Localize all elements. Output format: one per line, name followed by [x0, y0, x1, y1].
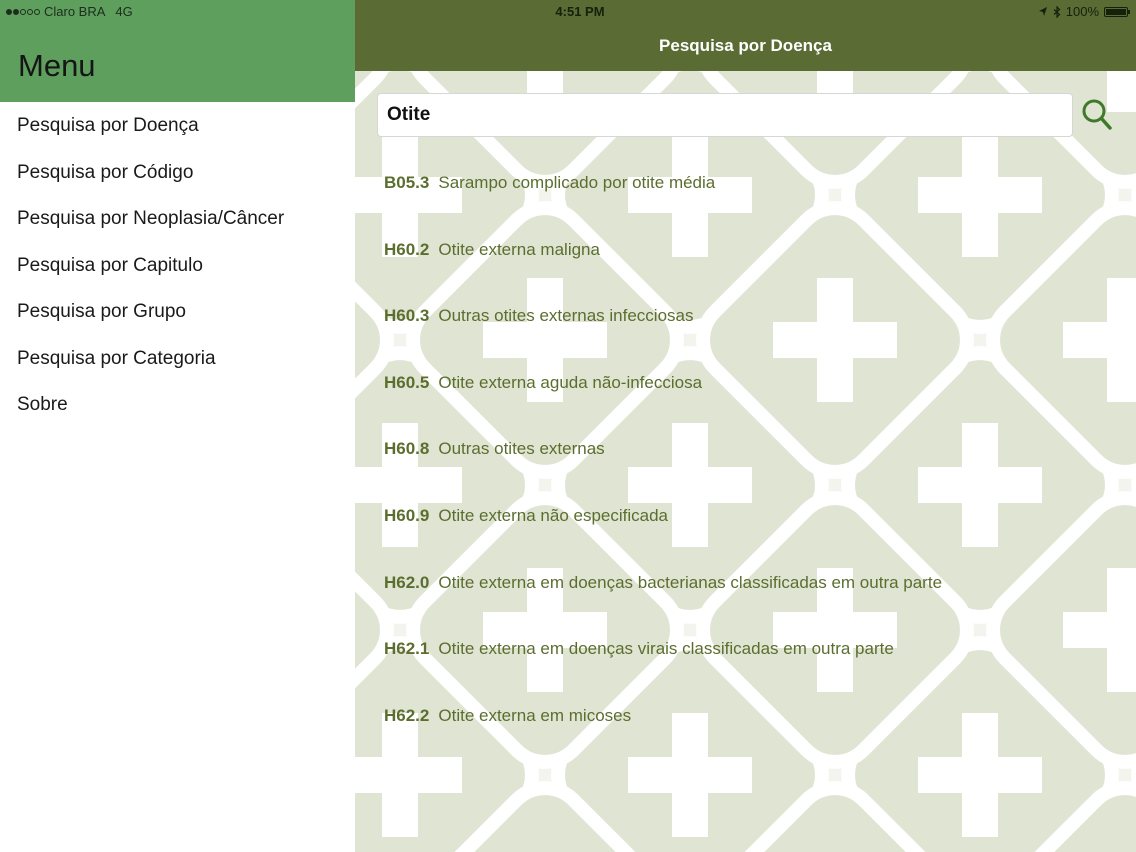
results-list: [355, 150, 1136, 749]
menu-item-pesquisa-capitulo[interactable]: Pesquisa por Capitulo: [17, 254, 203, 276]
result-row[interactable]: [355, 217, 1136, 284]
search-button[interactable]: [1081, 98, 1113, 132]
result-row[interactable]: [355, 416, 1136, 483]
carrier-name: Claro BRA: [44, 4, 106, 19]
status-bar-right: [1038, 4, 1128, 19]
result-code: H62.0: [384, 572, 430, 592]
search-icon: [1081, 98, 1113, 132]
menu-header: [0, 0, 355, 102]
result-row[interactable]: [355, 683, 1136, 750]
result-description: Otite externa em micoses: [438, 705, 632, 725]
search-input[interactable]: [377, 93, 1073, 137]
menu-item-pesquisa-doenca[interactable]: Pesquisa por Doença: [17, 115, 199, 136]
menu-item-pesquisa-codigo[interactable]: Pesquisa por Código: [17, 161, 194, 183]
result-description: Sarampo complicado por otite média: [438, 173, 716, 192]
result-description: Otite externa em doenças bacterianas classificadas em outra parte: [438, 572, 943, 592]
result-code: H60.9: [384, 505, 430, 525]
menu-item-sobre[interactable]: Sobre: [17, 394, 68, 415]
result-description: Otite externa não especificada: [438, 505, 669, 525]
result-description: Outras otites externas: [438, 439, 605, 459]
result-code: H60.3: [384, 306, 430, 326]
page-title: Pesquisa por Doença: [659, 36, 832, 55]
menu-item-pesquisa-categoria[interactable]: Pesquisa por Categoria: [17, 347, 216, 369]
result-code: H60.8: [384, 439, 430, 459]
result-row[interactable]: [355, 350, 1136, 417]
battery-icon: [1104, 7, 1128, 17]
location-arrow-icon: [1038, 6, 1048, 17]
menu-list: [0, 103, 355, 429]
signal-strength-icon: [6, 9, 40, 15]
result-code: H60.2: [384, 239, 430, 259]
menu-title: Menu: [18, 48, 96, 83]
result-description: Otite externa maligna: [438, 239, 600, 259]
result-row[interactable]: [355, 283, 1136, 350]
result-description: Otite externa em doenças virais classificadas em outra parte: [438, 639, 894, 659]
navigation-bar: [355, 0, 1136, 71]
result-code: H62.1: [384, 639, 430, 659]
result-description: Otite externa aguda não-infecciosa: [438, 372, 703, 392]
result-code: B05.3: [384, 173, 430, 192]
menu-item-pesquisa-grupo[interactable]: Pesquisa por Grupo: [17, 301, 186, 322]
bluetooth-icon: [1053, 6, 1061, 18]
menu-item-pesquisa-neoplasia[interactable]: Pesquisa por Neoplasia/Câncer: [17, 208, 285, 229]
status-bar-left: [6, 4, 133, 19]
status-time: 4:51 PM: [555, 4, 605, 19]
result-row[interactable]: [355, 483, 1136, 550]
result-row[interactable]: [355, 616, 1136, 683]
result-code: H62.2: [384, 705, 430, 725]
battery-percentage: 100%: [1065, 4, 1099, 19]
result-row[interactable]: [355, 150, 1136, 217]
result-description: Outras otites externas infecciosas: [438, 306, 694, 326]
side-menu: [0, 0, 355, 852]
result-row[interactable]: [355, 550, 1136, 617]
result-code: H60.5: [384, 372, 430, 392]
network-type: 4G: [115, 4, 133, 19]
main-content: [355, 0, 1136, 852]
